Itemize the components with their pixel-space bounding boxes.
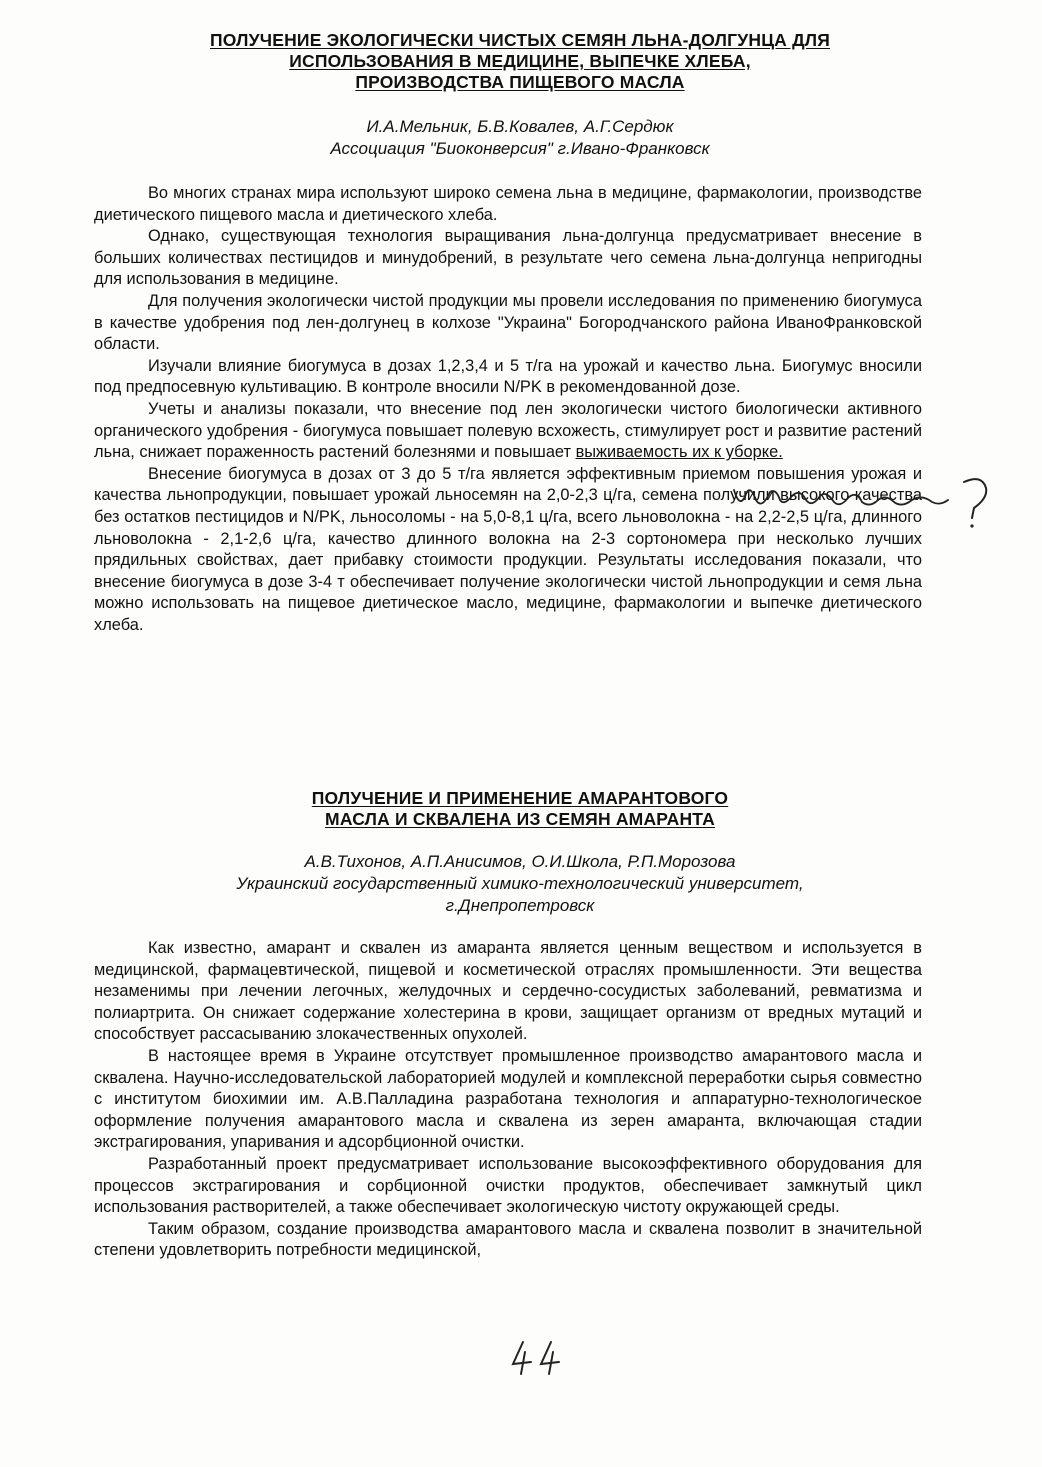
article2-title-line: ПОЛУЧЕНИЕ И ПРИМЕНЕНИЕ АМАРАНТОВОГО bbox=[311, 788, 729, 808]
article1-underlined-phrase: выживаемость их к уборке. bbox=[575, 443, 783, 462]
article1-title-line: ПРОИЗВОДСТВА ПИЩЕВОГО МАСЛА bbox=[355, 72, 685, 92]
article1-paragraph: Во многих странах мира используют широко семена льна в медицине, фармакологии, производстве диетического пищевого масла и диетического хлеба. bbox=[94, 184, 922, 224]
article1-paragraph: Для получения экологически чистой продукции мы провели исследования по применению биогумуса в качестве удобрения под лен-долгунец в колхозе "Украина" Богородчанского района ИваноФранковской области. bbox=[94, 291, 922, 354]
article2-affiliation: Украинский государственный химико-технологический университет, bbox=[236, 874, 804, 893]
article1-paragraph: Внесение биогумуса в дозах от 3 до 5 т/га является эффективным приемом повышения урожая и качества льнопродукции, повышает урожай льносемян на 2,0-2,3 ц/га, семена получили высокого качества без остатков пестицидов и N/PK, льносоломы - на 5,0-8,1 ц/га, всего льноволокна - на 2,2-2,5 ц/га, длинного льноволокна - 2,1-2,6 ц/га, качество длинного волокна на 2-3 сортономера при несколько лучших прядильных свойствах, дает прибавку стоимости продукции. Результаты исследования показали, что внесение биогумуса в дозе 3-4 т обеспечивает получение экологически чистой льнопродукции и семя льна можно использовать на пищевое диетическое масло, медицине, фармакологии и выпечке диетического хлеба. bbox=[94, 464, 922, 634]
article1-paragraph: Изучали влияние биогумуса в дозах 1,2,3,4 и 5 т/га на урожай и качество льна. Биогумус вносили под предпосевную культивацию. В контроле вносили N/PK в рекомендованной дозе. bbox=[94, 356, 922, 397]
article2-body bbox=[94, 938, 922, 1262]
article1-paragraph: Однако, существующая технология выращивания льна-долгунца предусматривает внесение в больших количествах пестицидов и минудобрений, в результате чего семена льна-долгунца непригодны для использования в медицине. bbox=[94, 227, 922, 289]
article2-byline bbox=[120, 851, 920, 917]
article1-paragraph-results bbox=[94, 399, 922, 464]
article1-results-text: Учеты и анализы показали, что внесение под лен экологически чистого биологически активного органического удобрения - биогумуса повышает полевую всхожесть, стимулирует рост и развитие растений льна, снижает пораженность растений болезнями и повышает bbox=[94, 399, 922, 462]
article1-body bbox=[94, 183, 922, 636]
article1-affiliation: Ассоциация "Биоконверсия" г.Ивано-Франковск bbox=[330, 139, 710, 158]
handwritten-note-drawing bbox=[726, 470, 996, 530]
page-number-drawing bbox=[505, 1338, 575, 1378]
article2-paragraph: Таким образом, создание производства амарантового масла и сквалена позволит в значительной степени удовлетворить потребности медицинской, bbox=[94, 1219, 922, 1260]
article2-paragraph: Разработанный проект предусматривает использование высокоэффективного оборудования для процессов экстрагирования и сорбционной очистки продуктов, обеспечивает замкнутый цикл использования растворителей, а также обеспечивает экологическую чистоту окружающей среды. bbox=[94, 1154, 922, 1217]
article2-authors: А.В.Тихонов, А.П.Анисимов, О.И.Школа, Р.П.Морозова bbox=[304, 852, 736, 871]
article1-byline bbox=[120, 116, 920, 160]
article2-title bbox=[120, 788, 920, 830]
article1-authors: И.А.Мельник, Б.В.Ковалев, А.Г.Сердюк bbox=[366, 117, 674, 136]
article1-title-line: ПОЛУЧЕНИЕ ЭКОЛОГИЧЕСКИ ЧИСТЫХ СЕМЯН ЛЬНА-ДОЛГУНЦА ДЛЯ bbox=[210, 30, 830, 50]
article1-title bbox=[120, 30, 920, 93]
article2-paragraph: В настоящее время в Украине отсутствует промышленное производство амарантового масла и сквалена. Научно-исследовательской лабораторией модулей и комплексной переработки сырья совместно с институтом биохимии им. А.В.Палладина разработана технология и аппаратурно-технологическое оформление получения амарантового масла и сквалена из зерен амаранта, включающая стадии экстрагирования, упаривания и адсорбционной очистки. bbox=[94, 1046, 922, 1152]
article2-paragraph: Как известно, амарант и сквален из амаранта является ценным веществом и используется в медицинской, фармацевтической, пищевой и косметической отраслях промышленности. Эти вещества незаменимы при лечении легочных, желудочных и сердечно-сосудистых заболеваний, ревматизма и полиартрита. Он снижает содержание холестерина в крови, защищает организм от вредных мутаций и способствует рассасыванию злокачественных опухолей. bbox=[94, 939, 922, 1044]
article2-affiliation-city: г.Днепропетровск bbox=[445, 896, 595, 915]
article1-title-line: ИСПОЛЬЗОВАНИЯ В МЕДИЦИНЕ, ВЫПЕЧКЕ ХЛЕБА, bbox=[289, 51, 751, 71]
article2-title-line: МАСЛА И СКВАЛЕНА ИЗ СЕМЯН АМАРАНТА bbox=[325, 809, 715, 829]
